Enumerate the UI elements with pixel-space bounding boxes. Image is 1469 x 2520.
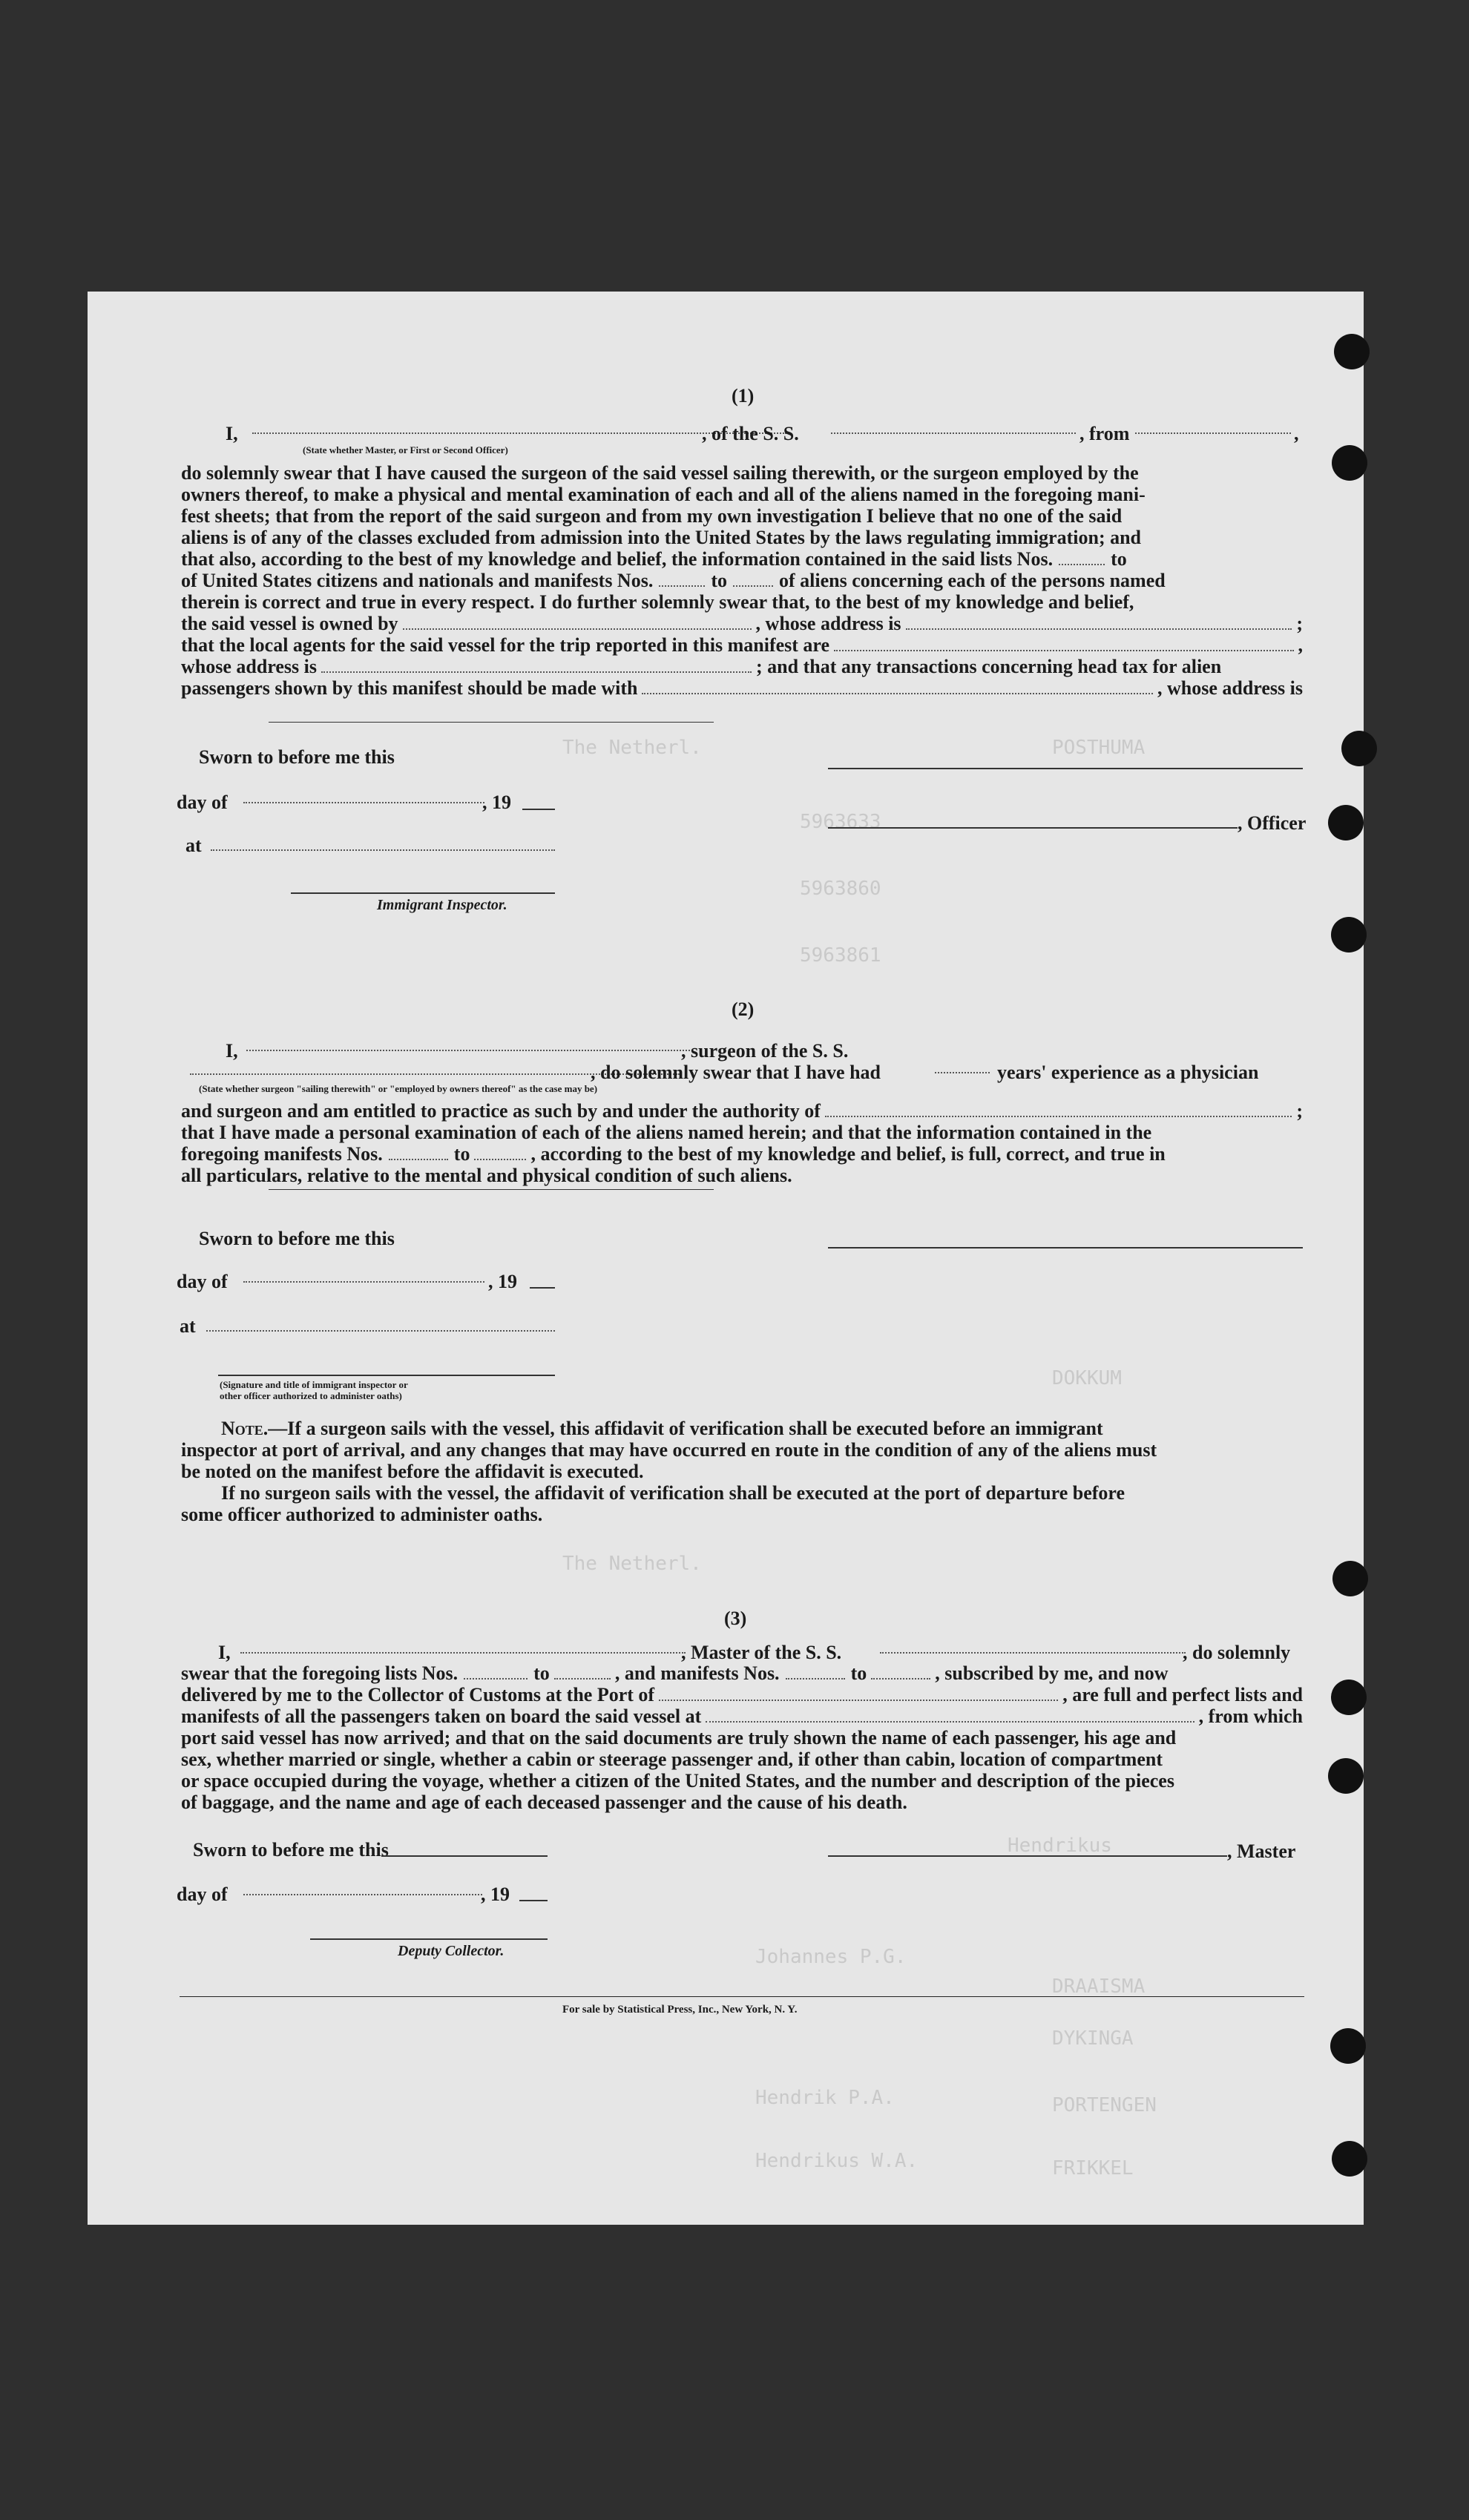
master-of-label: , Master of the S. S. bbox=[681, 1642, 842, 1663]
oath-line: sex, whether married or single, whether a cabin or steerage passenger and, if other than cabin, location of compartment bbox=[181, 1748, 1163, 1770]
note-line: inspector at port of arrival, and any changes that may have occurred en route in the condition of any of the aliens must bbox=[181, 1439, 1157, 1461]
punch-hole bbox=[1331, 1680, 1367, 1715]
section-number: (2) bbox=[732, 999, 755, 1020]
footer-rule bbox=[180, 1996, 1304, 1997]
year-field[interactable] bbox=[522, 809, 555, 810]
year-label: , 19 bbox=[488, 1271, 517, 1292]
to-label: to bbox=[453, 1143, 470, 1165]
inspector-signature-line[interactable] bbox=[291, 892, 555, 894]
punch-hole bbox=[1332, 2141, 1367, 2177]
oath-line: do solemnly swear that I have caused the surgeon of the said vessel sailing therewith, or the surgeon employed by the bbox=[181, 462, 1139, 484]
divider bbox=[269, 1189, 714, 1190]
oath-text: of United States citizens and nationals and manifests Nos. bbox=[181, 570, 654, 591]
oath-line-manifests bbox=[181, 1143, 1303, 1165]
oath-text: passengers shown by this manifest should be made with bbox=[181, 677, 638, 699]
punct: ; bbox=[1296, 613, 1303, 634]
oath-text: ; and that any transactions concerning head tax for alien bbox=[756, 656, 1222, 677]
master-label: , Master bbox=[1227, 1840, 1296, 1862]
officer-label: , Officer bbox=[1238, 812, 1307, 834]
bleed-text: 5963861 bbox=[800, 944, 881, 967]
note-label: Note. bbox=[221, 1418, 269, 1439]
from-port-field[interactable] bbox=[1135, 419, 1291, 438]
oath-line: of baggage, and the name and age of each deceased passenger and the cause of his death. bbox=[181, 1792, 907, 1813]
inspector-title: Immigrant Inspector. bbox=[377, 897, 507, 913]
bleed-text: FRIKKEL bbox=[1052, 2157, 1134, 2179]
punch-hole bbox=[1332, 445, 1367, 481]
oath-text: and surgeon and am entitled to practice as such by and under the authority of bbox=[181, 1100, 821, 1122]
oath-paragraph-3 bbox=[181, 1662, 1303, 1813]
oath-text: swear that the foregoing lists Nos. bbox=[181, 1662, 459, 1684]
oath-line: fest sheets; that from the report of the said surgeon and from my own investigation I believe that no one of the said bbox=[181, 505, 1123, 527]
owner-field[interactable] bbox=[403, 615, 752, 630]
day-of-label: day of bbox=[177, 792, 228, 813]
oath-line-owner bbox=[181, 613, 1303, 634]
form-sheet bbox=[88, 292, 1364, 2225]
at-field[interactable] bbox=[211, 849, 555, 851]
oath-text: , are full and perfect lists and bbox=[1062, 1684, 1303, 1705]
oath-line-lists bbox=[181, 548, 1303, 570]
note-line bbox=[181, 1418, 1303, 1439]
punch-hole bbox=[1331, 917, 1367, 953]
years-label: years' experience as a physician bbox=[997, 1062, 1259, 1083]
sworn-date-field[interactable] bbox=[381, 1855, 548, 1857]
signature-note: (Signature and title of immigrant inspector or bbox=[220, 1379, 408, 1390]
punch-hole bbox=[1328, 1758, 1364, 1794]
master-signature-line[interactable] bbox=[828, 1855, 1227, 1857]
punch-hole bbox=[1334, 334, 1370, 369]
oath-text: whose address is bbox=[181, 656, 318, 677]
oath-line: that I have made a personal examination of each of the aliens named herein; and that the information contained in the bbox=[181, 1122, 1152, 1143]
of-ss-label: , of the S. S. bbox=[702, 423, 799, 444]
comma: , bbox=[1294, 423, 1299, 444]
i-label: I, bbox=[226, 423, 238, 444]
bleed-text: DRAAISMA bbox=[1052, 1975, 1146, 1998]
punch-hole bbox=[1341, 731, 1377, 766]
year-field[interactable] bbox=[519, 1900, 548, 1901]
oath-line-lists bbox=[181, 1662, 1303, 1684]
oath-line: aliens is of any of the classes excluded from admission into the United States by the laws regulating immigration; and bbox=[181, 527, 1142, 548]
list-no-to-field[interactable] bbox=[554, 1665, 611, 1680]
section-number: (1) bbox=[732, 385, 755, 407]
port-field[interactable] bbox=[659, 1686, 1058, 1701]
oath-line-agents bbox=[181, 634, 1303, 656]
section-number: (3) bbox=[724, 1608, 747, 1629]
oath-line-embark bbox=[181, 1705, 1303, 1727]
owner-address-field[interactable] bbox=[906, 615, 1292, 630]
i-label: I, bbox=[226, 1040, 238, 1062]
to-label: to bbox=[711, 570, 727, 591]
punch-hole bbox=[1330, 2028, 1366, 2064]
note-line: be noted on the manifest before the affidavit is executed. bbox=[181, 1461, 644, 1482]
at-label: at bbox=[185, 835, 202, 856]
manifest-no-from-field[interactable] bbox=[389, 1145, 448, 1160]
manifest-no-to-field[interactable] bbox=[474, 1145, 526, 1160]
oath-text: of aliens concerning each of the persons named bbox=[779, 570, 1166, 591]
role-note: (State whether Master, or First or Second Officer) bbox=[303, 444, 508, 455]
day-field[interactable] bbox=[243, 789, 484, 807]
embark-port-field[interactable] bbox=[706, 1708, 1194, 1723]
bleed-text: Hendrikus bbox=[1008, 1835, 1112, 1857]
bleed-text: DYKINGA bbox=[1052, 2027, 1134, 2050]
bleed-text: The Netherl. bbox=[562, 1553, 702, 1575]
day-field[interactable] bbox=[243, 1881, 482, 1899]
ship-name-field[interactable] bbox=[880, 1639, 1186, 1657]
bleed-text: 5963633 bbox=[800, 811, 881, 833]
manifest-no-from-field[interactable] bbox=[659, 572, 705, 587]
at-label: at bbox=[180, 1315, 196, 1337]
collector-title: Deputy Collector. bbox=[398, 1943, 505, 1959]
oath-text: , whose address is bbox=[1157, 677, 1303, 699]
note-block bbox=[181, 1418, 1303, 1525]
punch-hole bbox=[1328, 805, 1364, 840]
surgeon-signature-line[interactable] bbox=[828, 1247, 1303, 1249]
at-field[interactable] bbox=[206, 1330, 555, 1332]
oath-text: , subscribed by me, and now bbox=[935, 1662, 1169, 1684]
note-line: If no surgeon sails with the vessel, the affidavit of verification shall be executed at the port of departure before bbox=[221, 1482, 1125, 1504]
oath-line: therein is correct and true in every respect. I do further solemnly swear that, to the best of my knowledge and belief, bbox=[181, 591, 1134, 613]
punch-hole bbox=[1332, 1561, 1368, 1596]
bleed-text: Johannes P.G. bbox=[755, 1946, 907, 1968]
headtax-agent-field[interactable] bbox=[642, 680, 1153, 694]
signature-note: other officer authorized to administer oaths) bbox=[220, 1390, 402, 1401]
punct: ; bbox=[1296, 1100, 1303, 1122]
oath-text: delivered by me to the Collector of Customs at the Port of bbox=[181, 1684, 655, 1705]
oath-text: , whose address is bbox=[755, 613, 901, 634]
bleed-text: PORTENGEN bbox=[1052, 2094, 1157, 2116]
oath-line-agent-address bbox=[181, 656, 1303, 677]
sworn-label: Sworn to before me this bbox=[199, 746, 395, 768]
i-label: I, bbox=[218, 1642, 231, 1663]
bleed-text: 5963860 bbox=[800, 878, 881, 900]
swear-label: , do solemnly swear that I have had bbox=[591, 1062, 881, 1083]
oath-text: that also, according to the best of my knowledge and belief, the information contained in the said lists Nos. bbox=[181, 548, 1054, 570]
oath-text: the said vessel is owned by bbox=[181, 613, 398, 634]
ship-name-field[interactable] bbox=[831, 419, 1076, 438]
oath-text: , according to the best of my knowledge and belief, is full, correct, and true in bbox=[530, 1143, 1166, 1165]
note-text: —If a surgeon sails with the vessel, this affidavit of verification shall be executed before an immigrant bbox=[268, 1418, 1103, 1439]
surgeon-of-label: , surgeon of the S. S. bbox=[681, 1040, 849, 1062]
oath-paragraph-1 bbox=[181, 462, 1303, 699]
bleed-text: Hendrik P.A. bbox=[755, 2087, 895, 2109]
inspector-signature-line[interactable] bbox=[218, 1375, 555, 1376]
bleed-text: DOKKUM bbox=[1052, 1367, 1122, 1389]
note-line: some officer authorized to administer oaths. bbox=[181, 1504, 543, 1525]
year-label: , 19 bbox=[482, 792, 511, 813]
years-field[interactable] bbox=[935, 1059, 990, 1077]
collector-signature-line[interactable] bbox=[310, 1938, 548, 1940]
officer-title-line[interactable] bbox=[828, 827, 1238, 829]
bleed-text: POSTHUMA bbox=[1052, 737, 1146, 759]
oath-line-port bbox=[181, 1684, 1303, 1705]
authority-field[interactable] bbox=[825, 1102, 1292, 1117]
oath-text: manifests of all the passengers taken on board the said vessel at bbox=[181, 1705, 702, 1727]
solemnly-label: , do solemnly bbox=[1183, 1642, 1291, 1663]
agents-field[interactable] bbox=[834, 636, 1293, 651]
agent-address-field[interactable] bbox=[321, 658, 752, 673]
oath-text: foregoing manifests Nos. bbox=[181, 1143, 383, 1165]
oath-line: all particulars, relative to the mental and physical condition of such aliens. bbox=[181, 1165, 792, 1186]
oath-text: , from which bbox=[1198, 1705, 1303, 1727]
surgeon-note: (State whether surgeon "sailing therewith" or "employed by owners thereof" as the case may be) bbox=[199, 1083, 598, 1094]
officer-signature-line[interactable] bbox=[828, 768, 1303, 769]
year-label: , 19 bbox=[481, 1884, 510, 1905]
manifest-no-from-field[interactable] bbox=[786, 1665, 845, 1680]
master-name-field[interactable] bbox=[240, 1639, 686, 1657]
day-field[interactable] bbox=[243, 1268, 484, 1286]
manifest-no-to-field[interactable] bbox=[871, 1665, 930, 1680]
year-field[interactable] bbox=[530, 1287, 555, 1289]
oath-paragraph-2 bbox=[181, 1100, 1303, 1186]
oath-text: , and manifests Nos. bbox=[614, 1662, 780, 1684]
bleed-text: Hendrikus W.A. bbox=[755, 2150, 918, 2172]
oath-line-authority bbox=[181, 1100, 1303, 1122]
oath-text: that the local agents for the said vessel for the trip reported in this manifest are bbox=[181, 634, 830, 656]
divider bbox=[269, 722, 714, 723]
day-of-label: day of bbox=[177, 1884, 228, 1905]
bleed-text: The Netherl. bbox=[562, 737, 702, 759]
manifest-no-to-field[interactable] bbox=[733, 572, 773, 587]
oath-line: or space occupied during the voyage, whether a citizen of the United States, and the number and description of the pieces bbox=[181, 1770, 1174, 1792]
punct: , bbox=[1298, 634, 1303, 656]
to-label: to bbox=[533, 1662, 550, 1684]
to-label: to bbox=[850, 1662, 867, 1684]
from-label: , from bbox=[1079, 423, 1130, 444]
surgeon-name-field[interactable] bbox=[246, 1036, 693, 1055]
to-label: to bbox=[1111, 548, 1127, 570]
list-no-from-field[interactable] bbox=[464, 1665, 528, 1680]
sworn-label: Sworn to before me this bbox=[199, 1228, 395, 1249]
oath-line-headtax bbox=[181, 677, 1303, 699]
printer-credit: For sale by Statistical Press, Inc., New York, N. Y. bbox=[562, 2004, 798, 2016]
sworn-label: Sworn to before me this bbox=[193, 1839, 389, 1861]
day-of-label: day of bbox=[177, 1271, 228, 1292]
oath-line: port said vessel has now arrived; and that on the said documents are truly shown the name of each passenger, his age and bbox=[181, 1727, 1177, 1748]
oath-line-manifests bbox=[181, 570, 1303, 591]
oath-line: owners thereof, to make a physical and mental examination of each and all of the aliens named in the foregoing mani- bbox=[181, 484, 1146, 505]
list-no-from-field[interactable] bbox=[1059, 550, 1105, 565]
